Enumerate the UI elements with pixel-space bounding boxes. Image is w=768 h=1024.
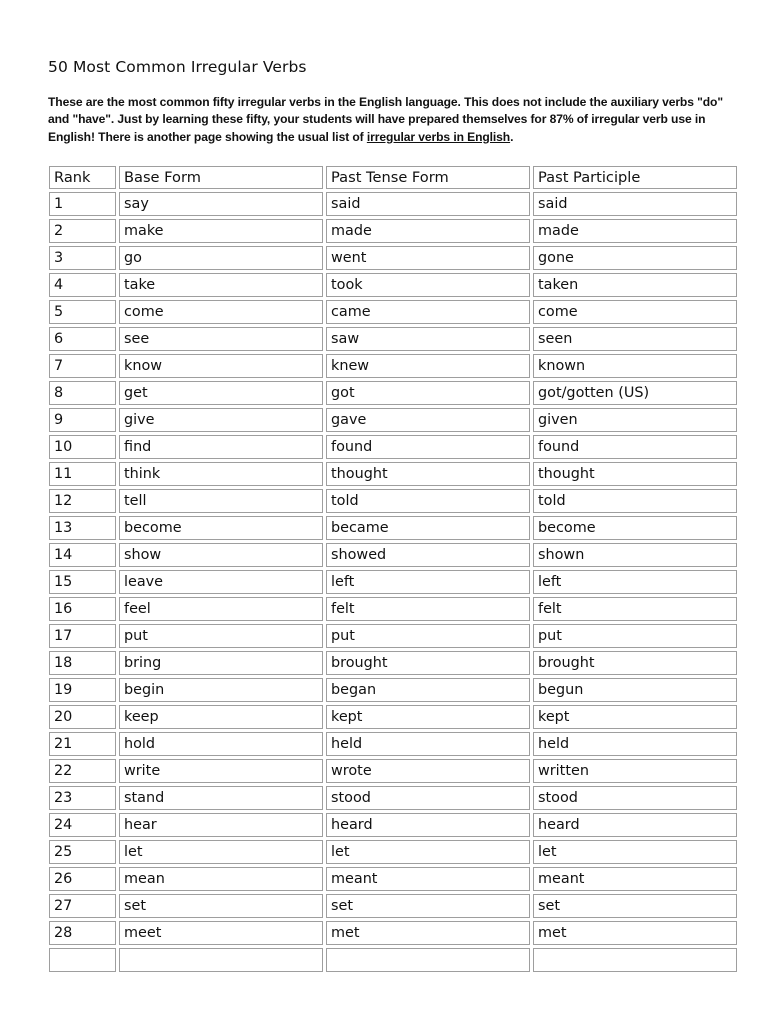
cell-rank: 17	[49, 624, 116, 648]
cell-rank: 27	[49, 894, 116, 918]
cell-rank: 21	[49, 732, 116, 756]
cell-past-participle: thought	[533, 462, 737, 486]
cell-base-form: bring	[119, 651, 323, 675]
cell-base-form: take	[119, 273, 323, 297]
irregular-verbs-link[interactable]: irregular verbs in English	[366, 129, 511, 144]
cell-rank: 5	[49, 300, 116, 324]
table-row	[49, 921, 737, 945]
cell-base-form: keep	[119, 705, 323, 729]
cell-past-tense: wrote	[326, 759, 530, 783]
cell-past-tense: heard	[326, 813, 530, 837]
cell-base-form: think	[119, 462, 323, 486]
cell-past-participle: heard	[533, 813, 737, 837]
cell-past-tense: set	[326, 894, 530, 918]
cell-rank: 7	[49, 354, 116, 378]
cell-past-tense: said	[326, 192, 530, 216]
cell-past-participle: got/gotten (US)	[533, 381, 737, 405]
cell-past-tense: got	[326, 381, 530, 405]
cell-base-form: tell	[119, 489, 323, 513]
table-row	[49, 597, 737, 621]
cell-past-tense: put	[326, 624, 530, 648]
cell-base-form: go	[119, 246, 323, 270]
cell-base-form: begin	[119, 678, 323, 702]
header-base-form: Base Form	[119, 166, 323, 189]
cell-past-participle: felt	[533, 597, 737, 621]
cell-rank: 6	[49, 327, 116, 351]
cell-past-tense: told	[326, 489, 530, 513]
intro-end: .	[510, 129, 514, 144]
cell-base-form: hear	[119, 813, 323, 837]
cell-base-form: set	[119, 894, 323, 918]
cell-base-form: see	[119, 327, 323, 351]
cell-rank: 14	[49, 543, 116, 567]
cell-past-tense: thought	[326, 462, 530, 486]
cell-past-participle: known	[533, 354, 737, 378]
cell-past-tense: met	[326, 921, 530, 945]
table-row	[49, 273, 737, 297]
cell-past-participle: put	[533, 624, 737, 648]
cell-rank: 12	[49, 489, 116, 513]
cell-past-tense: made	[326, 219, 530, 243]
table-row	[49, 948, 737, 972]
cell-past-tense: went	[326, 246, 530, 270]
cell-past-tense: came	[326, 300, 530, 324]
cell-past-participle: seen	[533, 327, 737, 351]
cell-past-participle: held	[533, 732, 737, 756]
cell-base-form: put	[119, 624, 323, 648]
cell-past-participle: become	[533, 516, 737, 540]
table-row	[49, 462, 737, 486]
table-row	[49, 381, 737, 405]
cell-rank: 19	[49, 678, 116, 702]
table-row	[49, 705, 737, 729]
cell-past-participle: left	[533, 570, 737, 594]
table-row	[49, 813, 737, 837]
cell-rank: 23	[49, 786, 116, 810]
cell-rank: 8	[49, 381, 116, 405]
intro-paragraph	[48, 94, 728, 146]
cell-past-tense: showed	[326, 543, 530, 567]
cell-base-form: become	[119, 516, 323, 540]
table-row	[49, 570, 737, 594]
cell-base-form: leave	[119, 570, 323, 594]
cell-past-participle: come	[533, 300, 737, 324]
cell-past-participle: gone	[533, 246, 737, 270]
cell-base-form: get	[119, 381, 323, 405]
cell-rank: 15	[49, 570, 116, 594]
cell-past-tense: began	[326, 678, 530, 702]
cell-rank: 28	[49, 921, 116, 945]
cell-past-participle: brought	[533, 651, 737, 675]
header-past-tense-form: Past Tense Form	[326, 166, 530, 189]
cell-rank: 2	[49, 219, 116, 243]
cell-past-tense: gave	[326, 408, 530, 432]
table-row	[49, 327, 737, 351]
cell-past-participle: written	[533, 759, 737, 783]
cell-past-participle: told	[533, 489, 737, 513]
cell-past-tense: became	[326, 516, 530, 540]
cell-past-tense: held	[326, 732, 530, 756]
cell-past-participle: begun	[533, 678, 737, 702]
cell-past-participle: let	[533, 840, 737, 864]
cell-past-participle: kept	[533, 705, 737, 729]
table-row	[49, 489, 737, 513]
verbs-table	[46, 163, 740, 975]
cell-base-form: give	[119, 408, 323, 432]
cell-rank	[49, 948, 116, 972]
cell-rank: 13	[49, 516, 116, 540]
cell-base-form: meet	[119, 921, 323, 945]
table-row	[49, 840, 737, 864]
cell-past-tense: kept	[326, 705, 530, 729]
cell-past-participle: taken	[533, 273, 737, 297]
cell-past-tense: found	[326, 435, 530, 459]
cell-rank: 26	[49, 867, 116, 891]
cell-past-tense: stood	[326, 786, 530, 810]
cell-base-form: find	[119, 435, 323, 459]
header-rank: Rank	[49, 166, 116, 189]
cell-rank: 24	[49, 813, 116, 837]
cell-base-form: feel	[119, 597, 323, 621]
table-body	[49, 192, 737, 972]
cell-base-form: show	[119, 543, 323, 567]
cell-past-participle: stood	[533, 786, 737, 810]
cell-past-tense: brought	[326, 651, 530, 675]
cell-rank: 4	[49, 273, 116, 297]
table-row	[49, 651, 737, 675]
cell-rank: 3	[49, 246, 116, 270]
cell-base-form: stand	[119, 786, 323, 810]
cell-base-form: mean	[119, 867, 323, 891]
cell-past-tense: took	[326, 273, 530, 297]
cell-past-participle: shown	[533, 543, 737, 567]
cell-past-participle: set	[533, 894, 737, 918]
cell-rank: 16	[49, 597, 116, 621]
cell-past-participle	[533, 948, 737, 972]
cell-past-participle: given	[533, 408, 737, 432]
table-row	[49, 732, 737, 756]
cell-rank: 25	[49, 840, 116, 864]
cell-base-form: hold	[119, 732, 323, 756]
cell-past-participle: said	[533, 192, 737, 216]
cell-rank: 22	[49, 759, 116, 783]
cell-base-form	[119, 948, 323, 972]
table-row	[49, 516, 737, 540]
cell-past-participle: met	[533, 921, 737, 945]
intro-text: These are the most common fifty irregular verbs in the English language. This does not include the auxiliary verbs "do" and "have". Just by learning these fifty, your students will have prepared themselves for 87% of irregular verb use in English! There is another page showing the usual list of	[48, 95, 723, 144]
table-row	[49, 543, 737, 567]
table-row	[49, 300, 737, 324]
cell-past-tense: left	[326, 570, 530, 594]
cell-rank: 20	[49, 705, 116, 729]
table-row	[49, 867, 737, 891]
cell-base-form: let	[119, 840, 323, 864]
table-row	[49, 786, 737, 810]
table-row	[49, 219, 737, 243]
header-past-participle: Past Participle	[533, 166, 737, 189]
cell-past-tense: meant	[326, 867, 530, 891]
cell-base-form: know	[119, 354, 323, 378]
cell-rank: 1	[49, 192, 116, 216]
cell-rank: 11	[49, 462, 116, 486]
cell-past-tense	[326, 948, 530, 972]
cell-rank: 18	[49, 651, 116, 675]
table-header-row	[49, 166, 737, 189]
cell-base-form: come	[119, 300, 323, 324]
table-row	[49, 192, 737, 216]
cell-base-form: say	[119, 192, 323, 216]
table-row	[49, 408, 737, 432]
cell-rank: 10	[49, 435, 116, 459]
cell-past-tense: knew	[326, 354, 530, 378]
cell-past-tense: felt	[326, 597, 530, 621]
table-row	[49, 435, 737, 459]
cell-past-tense: saw	[326, 327, 530, 351]
table-row	[49, 354, 737, 378]
table-row	[49, 246, 737, 270]
table-row	[49, 624, 737, 648]
cell-rank: 9	[49, 408, 116, 432]
table-row	[49, 678, 737, 702]
cell-past-tense: let	[326, 840, 530, 864]
table-row	[49, 894, 737, 918]
page-title: 50 Most Common Irregular Verbs	[48, 58, 307, 76]
cell-base-form: write	[119, 759, 323, 783]
cell-past-participle: meant	[533, 867, 737, 891]
cell-base-form: make	[119, 219, 323, 243]
cell-past-participle: made	[533, 219, 737, 243]
cell-past-participle: found	[533, 435, 737, 459]
table-row	[49, 759, 737, 783]
